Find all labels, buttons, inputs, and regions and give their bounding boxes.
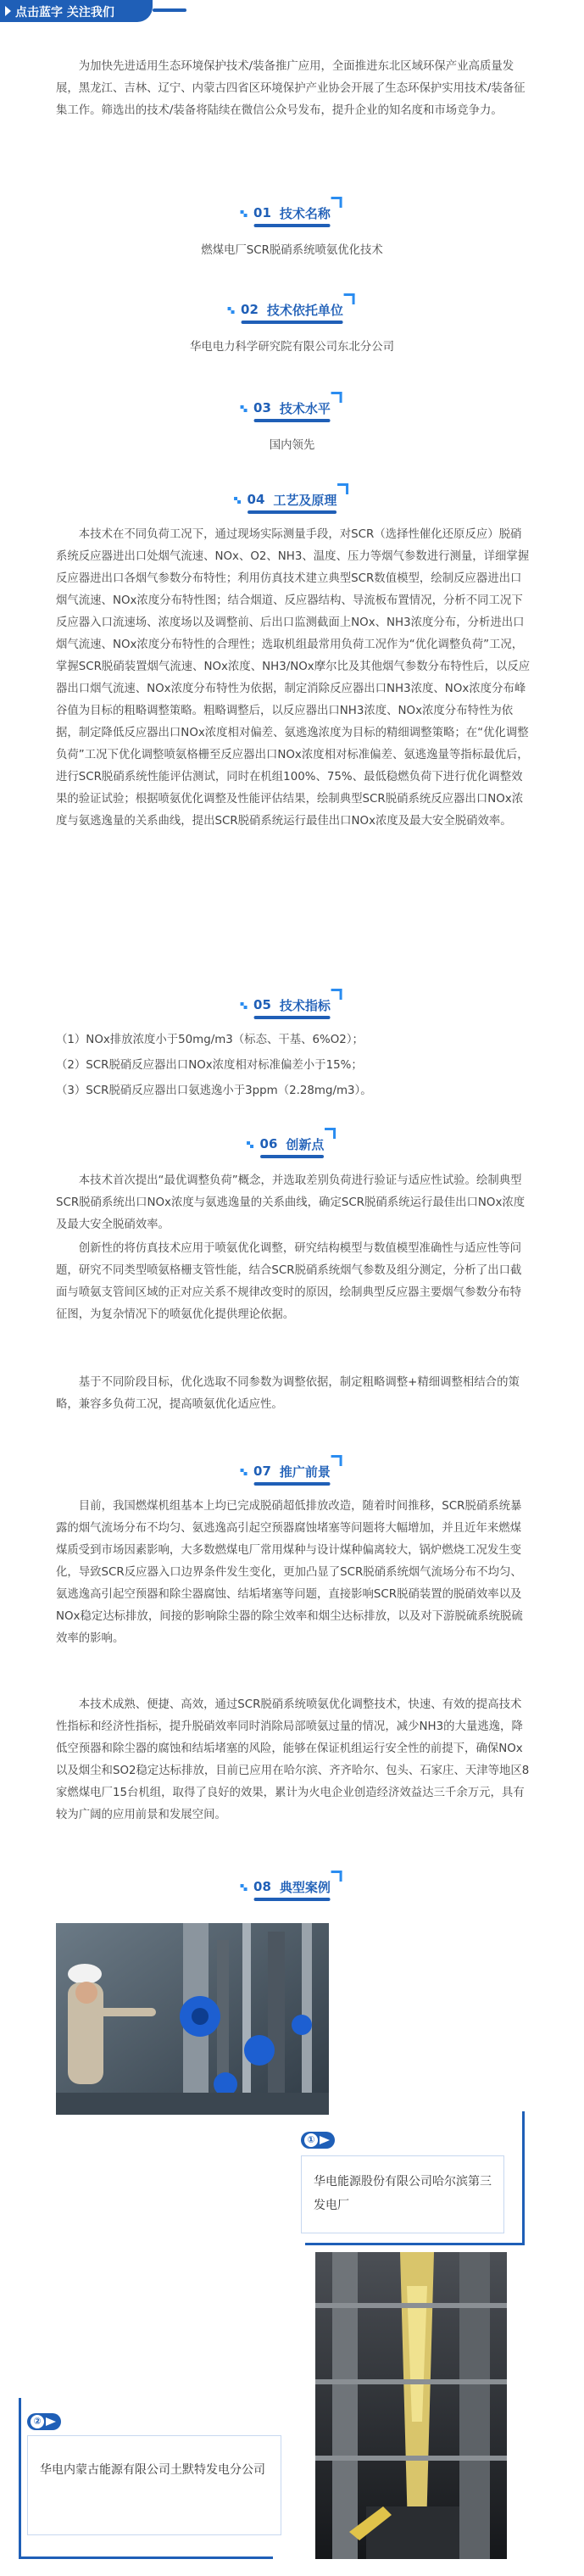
case-photo-plant xyxy=(315,2252,507,2559)
section-number: 07 xyxy=(253,1464,271,1479)
case-badge-2 xyxy=(27,2413,61,2430)
corner-bracket-icon xyxy=(331,1871,342,1882)
section-heading-03 xyxy=(0,395,584,422)
decor-dots-icon xyxy=(227,307,234,314)
corner-bracket-icon xyxy=(331,1455,342,1466)
process-paragraph: 本技术在不同负荷工况下，通过现场实际测量手段，对SCR（选择性催化还原反应）脱硝系统反应器进出口处烟气流速、NOx、O2、NH3、温度、压力等烟气参数进行测量，详细掌握反应器进出口各烟气参数分布特性；利用仿真技术建立典型SCR数值模型，绘制反应器进出口烟气流速、NOx浓度分布特性图；结合烟道、反应器结构、导流板布置情况，分析不同工况下反应器入口流速场、浓度场以及调整前、后出口监测截面上NOx、NH3浓度分布，分析进出口烟气流速、NOx浓度分布特性的合理性；选取机组最常用负荷工况作为“优化调整负荷”工况，掌握SCR脱硝装置烟气流速、NOx浓度、NH3/NOx摩尔比及其他烟气参数分布特性后，以反应器出口烟气流速、NOx浓度分布特性为依据，制定消除反应器出口NH3浓度、NOx浓度分布峰谷值为目标的粗略调整策略。粗略调整后，以反应器出口NH3浓度、NOx浓度分布特性为依据，制定降低反应器出口NOx浓度相对偏差、氨逃逸浓度为目标的精细调整策略；在“优化调整负荷”工况下优化调整喷氨格栅至反应器出口NOx浓度相对标准偏差、氨逃逸量等指标最优后，进行SCR脱硝系统性能评估测试，同时在机组100%、75%、最低稳燃负荷下进行优化调整效果的验证试验；根据喷氨优化调整及性能评估结果，绘制典型SCR脱硝系统反应器出口NOx浓度与氨逃逸量的关系曲线，提出SCR脱硝系统运行最佳出口NOx浓度及最大安全脱硝效率。 xyxy=(56,528,531,828)
frame-line xyxy=(19,2398,21,2559)
corner-bracket-icon xyxy=(331,197,342,208)
section-title: 工艺及原理 xyxy=(273,492,337,508)
section-number: 01 xyxy=(253,205,271,220)
decor-dots-icon xyxy=(240,210,247,217)
tech-name: 燃煤电厂SCR脱硝系统喷氨优化技术 xyxy=(201,244,383,257)
section-number: 06 xyxy=(259,1136,278,1151)
top-banner-bar xyxy=(0,0,153,22)
section-title: 技术依托单位 xyxy=(266,302,343,318)
corner-bracket-icon xyxy=(331,989,342,1000)
corner-bracket-icon xyxy=(331,392,342,403)
case-caption: 华电能源股份有限公司哈尔滨第三发电厂 xyxy=(314,2175,492,2212)
decor-dots-icon xyxy=(240,405,247,412)
case-number: ② xyxy=(31,2415,44,2428)
heading-underline xyxy=(253,1016,331,1019)
section-heading-01 xyxy=(0,200,584,227)
decor-dots-icon xyxy=(240,1002,247,1009)
indicator-item: （2）SCR脱硝反应器出口NOx浓度相对标准偏差小于15%； xyxy=(56,1059,363,1072)
prospect-paragraph: 目前，我国燃煤机组基本上均已完成脱硝超低排放改造，随着时间推移，SCR脱硝系统暴露的烟气流场分布不均匀、氨逃逸高引起空预器腐蚀堵塞等问题将大幅增加，并且近年来燃煤煤质受到市场因素影响，大多数燃煤电厂常用煤种与设计煤种偏离较大，锅炉燃烧工况发生变化，导致SCR反应器入口边界条件发生变化，更加凸显了SCR脱硝系统烟气流场分布不均匀、氨逃逸高引起空预器和除尘器腐蚀、结垢堵塞等问题，直接影响SCR脱硝装置的脱硝效率以及NOx稳定达标排放，间接的影响除尘器的除尘效率和烟尘达标排放，以及对下游脱硫系统脱硫效率的影响。 xyxy=(56,1500,523,1645)
section-heading-08 xyxy=(0,1874,584,1901)
indicator-item: （3）SCR脱硝反应器出口氨逃逸小于3ppm（2.28mg/m3）。 xyxy=(56,1084,372,1097)
case-caption-box-2 xyxy=(27,2435,281,2535)
innovation-paragraph: 基于不同阶段目标，优化选取不同参数为调整依据，制定粗略调整+精细调整相结合的策略，兼容多负荷工况，提高喷氨优化适应性。 xyxy=(56,1376,520,1411)
section-heading-02 xyxy=(0,297,584,324)
indicator-item: （1）NOx排放浓度小于50mg/m3（标态、干基、6%O2）； xyxy=(56,1034,364,1046)
section-title: 典型案例 xyxy=(279,1879,331,1895)
top-banner[interactable] xyxy=(0,0,584,24)
play-arrow-icon xyxy=(5,6,11,16)
corner-bracket-icon xyxy=(337,483,348,494)
prospect-paragraph: 本技术成熟、便捷、高效，通过SCR脱硝系统喷氨优化调整技术，快速、有效的提高技术性指标和经济性指标，提升脱硝效率同时消除局部喷氨过量的情况，减少NH3的大量逃逸，降低空预器和除尘器的腐蚀和结垢堵塞的风险，能够在保证机组运行安全性的前提下，确保NOx以及烟尘和SO2稳定达标排放，目前已应用在哈尔滨、齐齐哈尔、包头、石家庄、天津等地区8家燃煤电厂15台机组，取得了良好的效果，累计为火电企业创造经济效益达三千余万元，具有较为广阔的应用前景和发展空间。 xyxy=(56,1698,530,1821)
section-title: 技术指标 xyxy=(279,997,331,1013)
section-heading-06 xyxy=(0,1131,584,1158)
decor-dots-icon xyxy=(234,497,241,504)
heading-underline xyxy=(253,419,331,422)
case-badge-1 xyxy=(301,2132,335,2149)
case-caption-box-1 xyxy=(301,2155,504,2233)
section-heading-07 xyxy=(0,1458,584,1486)
section-heading-04 xyxy=(0,487,584,514)
decor-dots-icon xyxy=(247,1141,253,1148)
section-number: 08 xyxy=(253,1879,271,1894)
paper-plane-icon xyxy=(46,2417,56,2426)
heading-underline xyxy=(248,510,337,514)
section-title: 推广前景 xyxy=(279,1464,331,1480)
decor-dots-icon xyxy=(240,1884,247,1891)
case-photo-worker-image xyxy=(56,1923,329,2115)
section-title: 创新点 xyxy=(286,1136,325,1152)
heading-underline xyxy=(253,224,331,227)
heading-underline xyxy=(253,1482,331,1486)
corner-bracket-icon xyxy=(325,1128,336,1139)
section-number: 05 xyxy=(253,997,271,1012)
section-title: 技术水平 xyxy=(279,400,331,416)
case-photo-plant-image xyxy=(315,2252,507,2559)
heading-underline xyxy=(260,1155,325,1158)
innovation-paragraph: 本技术首次提出“最优调整负荷”概念，并选取差别负荷进行验证与适应性试验。绘制典型SCR脱硝系统出口NOx浓度与氨逃逸量的关系曲线，确定SCR脱硝系统运行最佳出口NOx浓度及最大安全脱硝效率。 xyxy=(56,1174,526,1231)
heading-underline xyxy=(253,1898,331,1901)
case-photo-worker xyxy=(56,1923,329,2115)
section-number: 02 xyxy=(241,302,259,317)
frame-line xyxy=(305,2243,525,2245)
section-heading-05 xyxy=(0,992,584,1019)
tech-level: 国内领先 xyxy=(269,439,315,452)
section-title: 技术名称 xyxy=(279,205,331,221)
case-number: ① xyxy=(304,2133,318,2147)
frame-line xyxy=(19,2556,273,2559)
decor-dots-icon xyxy=(240,1469,247,1475)
corner-bracket-icon xyxy=(344,293,355,304)
section-number: 04 xyxy=(247,492,265,507)
supporting-unit: 华电电力科学研究院有限公司东北分公司 xyxy=(189,341,395,354)
intro-paragraph: 为加快先进适用生态环境保护技术/装备推广应用，全面推进东北区域环保产业高质量发展，黑龙江、吉林、辽宁、内蒙古四省区环境保护产业协会开展了生态环保护实用技术/装备征集工作。筛选出的技术/装备将陆续在微信公众号发布，提升企业的知名度和市场竞争力。 xyxy=(56,60,526,117)
paper-plane-icon xyxy=(320,2136,330,2144)
case-caption: 华电内蒙古能源有限公司土默特发电分公司 xyxy=(40,2463,265,2477)
follow-us-label[interactable]: 点击蓝字 关注我们 xyxy=(15,6,114,20)
heading-underline xyxy=(241,321,343,324)
section-number: 03 xyxy=(253,400,271,415)
innovation-paragraph: 创新性的将仿真技术应用于喷氨优化调整，研究结构模型与数值模型准确性与适应性等问题，研究不同类型喷氨格栅支管性能，结合SCR脱硝系统烟气参数及组分测定，分析了出口截面与喷氨支管间区域的正对应关系不规律改变时的原因，绘制典型反应器主要烟气参数分布特征图，为复杂情况下的喷氨优化提供理论依据。 xyxy=(56,1242,522,1321)
frame-line xyxy=(522,2111,525,2245)
